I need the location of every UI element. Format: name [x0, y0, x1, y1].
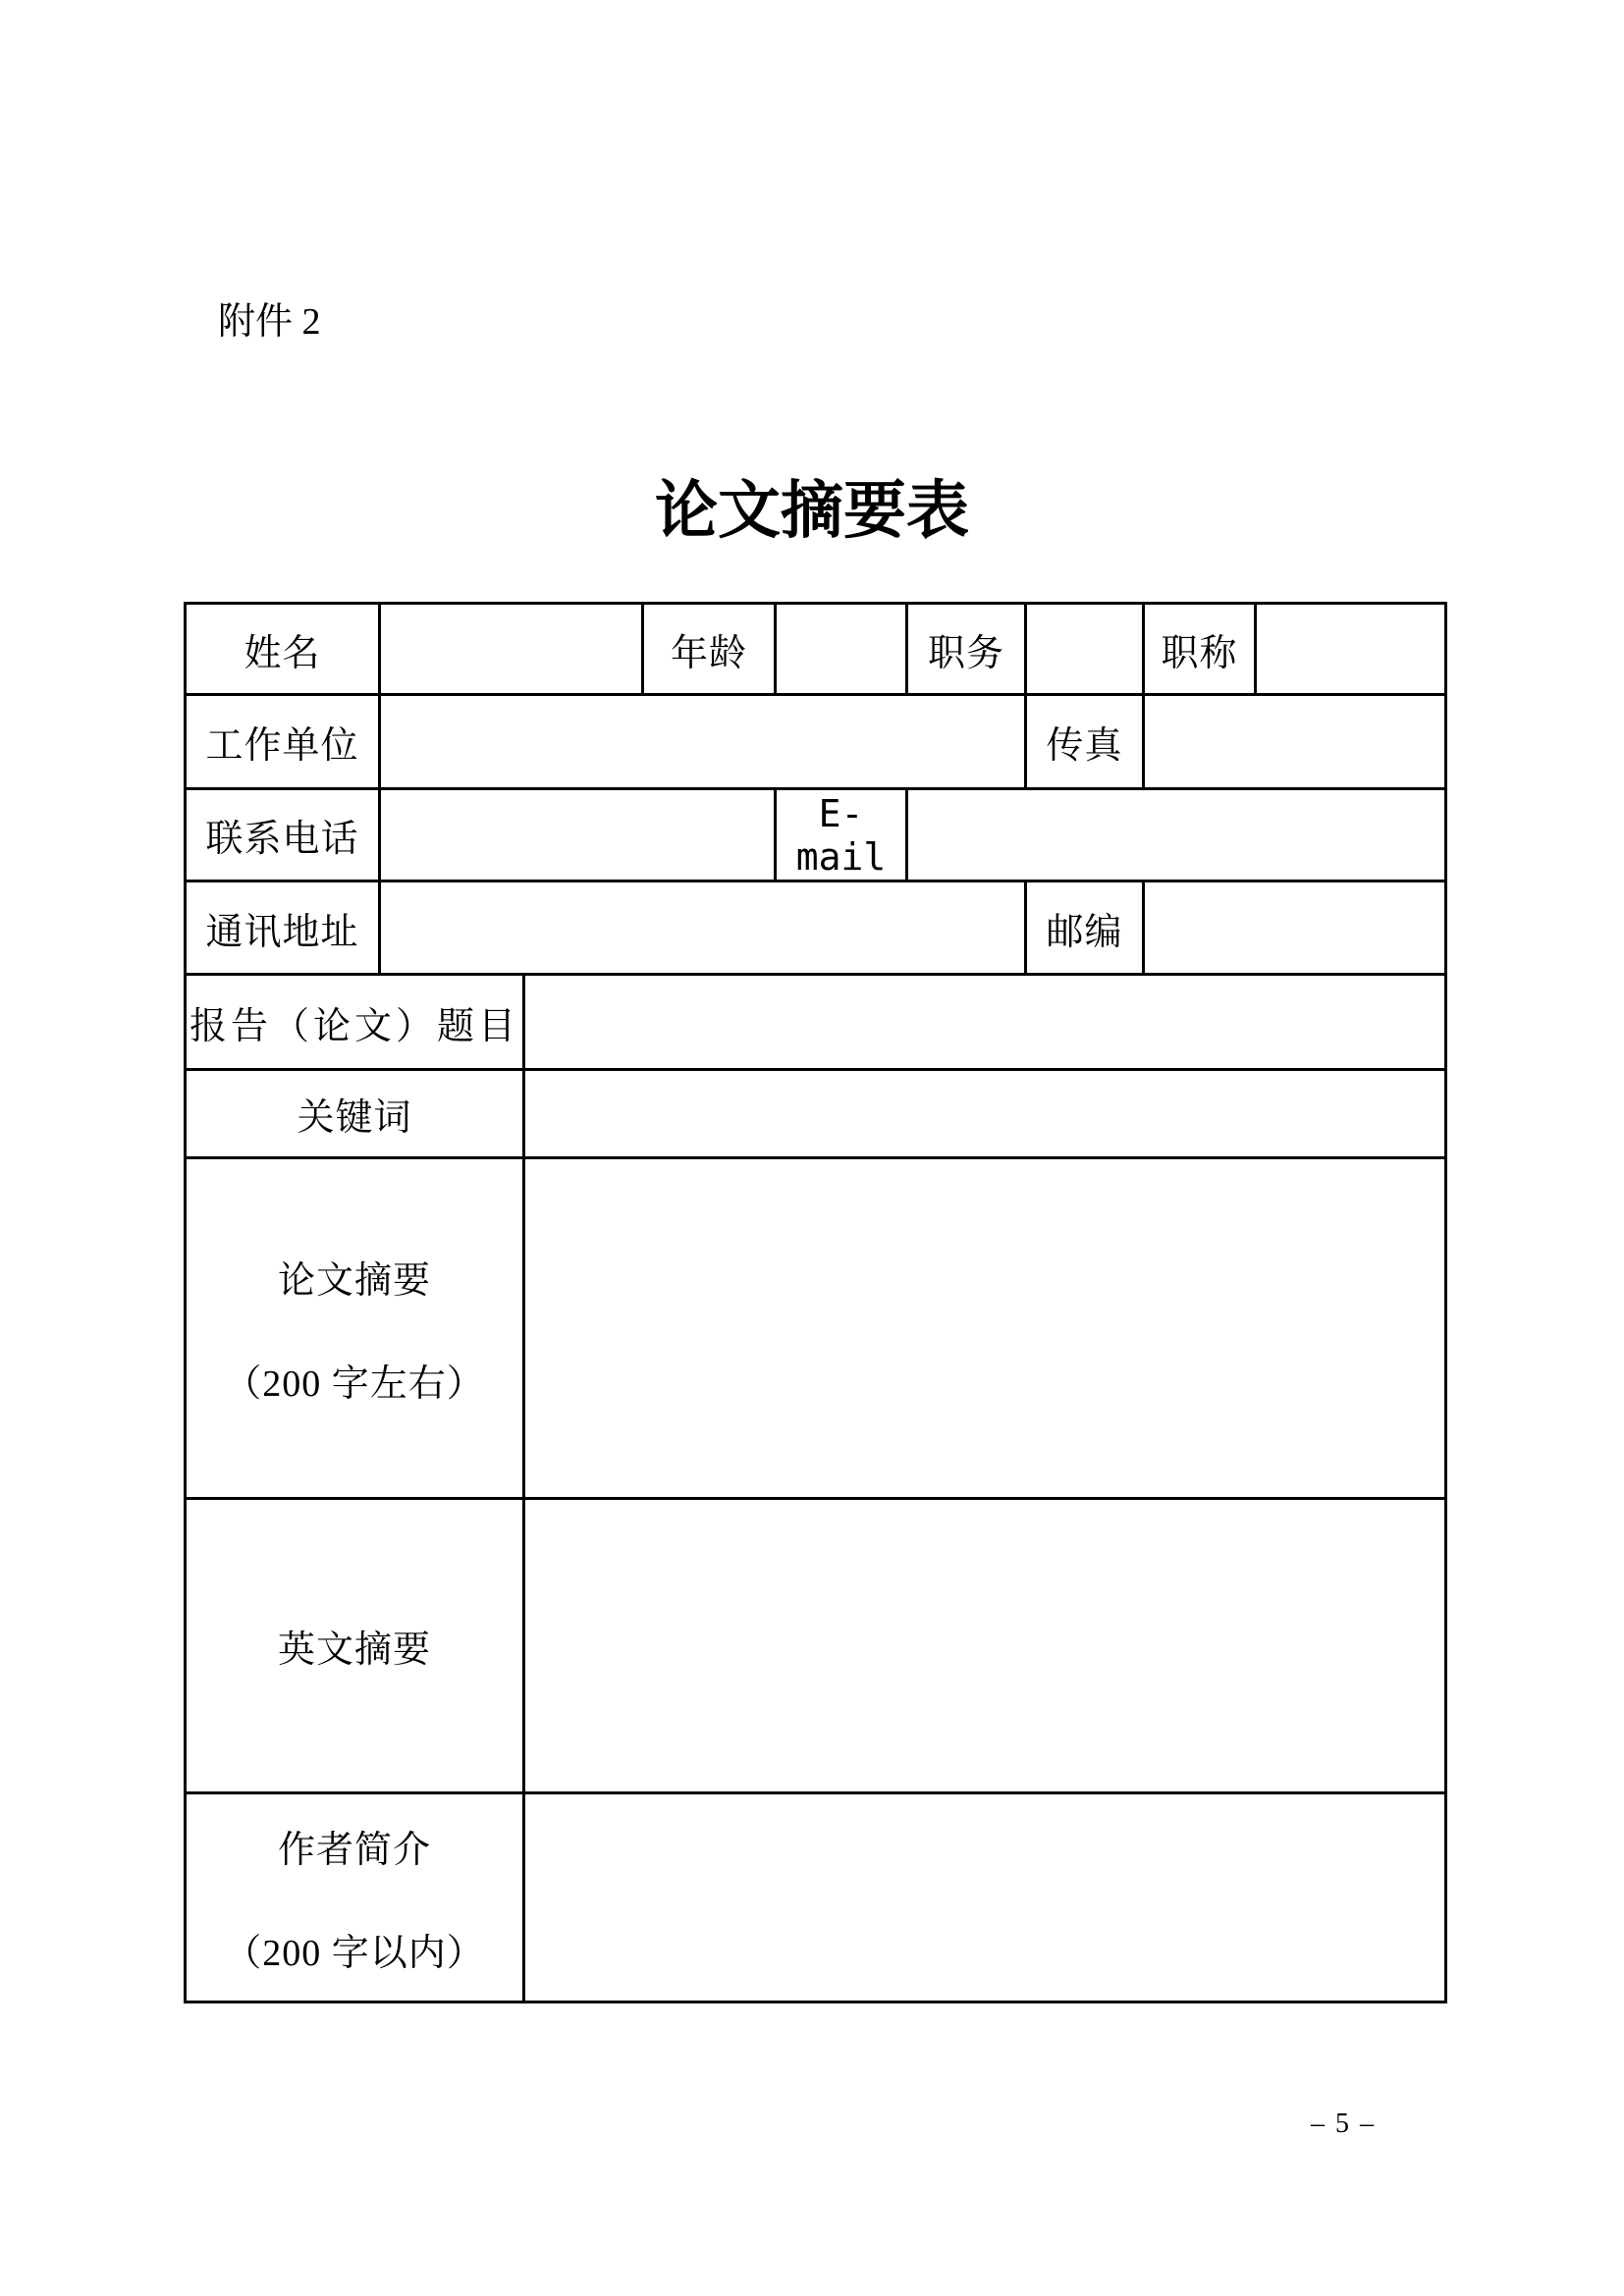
email-label: E-mail — [776, 789, 907, 881]
row-personal-info — [186, 604, 1446, 695]
author-bio-label: 作者简介 — [277, 1830, 431, 1871]
row-english-abstract — [186, 1499, 1446, 1793]
email-input-cell[interactable] — [907, 789, 1446, 881]
professional-title-label: 职称 — [1144, 604, 1256, 695]
row-keywords — [186, 1070, 1446, 1158]
keywords-label: 关键词 — [186, 1070, 524, 1158]
abstract-label: 论文摘要 — [277, 1260, 431, 1302]
page-title: 论文摘要表 — [655, 476, 969, 546]
attachment-label: 附件 2 — [218, 301, 321, 343]
abstract-label-cell — [186, 1158, 524, 1499]
address-label: 通讯地址 — [186, 881, 380, 975]
english-abstract-label: 英文摘要 — [186, 1499, 524, 1793]
age-input-cell[interactable] — [776, 604, 907, 695]
abstract-input-cell[interactable] — [524, 1158, 1446, 1499]
work-unit-label: 工作单位 — [186, 695, 380, 789]
row-address — [186, 881, 1446, 975]
name-input-cell[interactable] — [380, 604, 643, 695]
page-number: – 5 – — [1311, 2109, 1376, 2139]
professional-title-input-cell[interactable] — [1256, 604, 1446, 695]
keywords-input-cell[interactable] — [524, 1070, 1446, 1158]
position-input-cell[interactable] — [1026, 604, 1144, 695]
author-bio-note: （200 字以内） — [224, 1933, 485, 1974]
row-work-unit — [186, 695, 1446, 789]
paper-title-input-cell[interactable] — [524, 975, 1446, 1070]
fax-input-cell[interactable] — [1144, 695, 1446, 789]
work-unit-input-cell[interactable] — [380, 695, 1026, 789]
fax-label: 传真 — [1026, 695, 1144, 789]
author-bio-label-cell — [186, 1793, 524, 2002]
age-label: 年龄 — [643, 604, 776, 695]
english-abstract-input-cell[interactable] — [524, 1499, 1446, 1793]
name-label: 姓名 — [186, 604, 380, 695]
phone-label: 联系电话 — [186, 789, 380, 881]
row-paper-title — [186, 975, 1446, 1070]
address-input-cell[interactable] — [380, 881, 1026, 975]
author-bio-input-cell[interactable] — [524, 1793, 1446, 2002]
row-abstract — [186, 1158, 1446, 1499]
abstract-form-table — [184, 602, 1447, 2003]
paper-title-label: 报告（论文）题目 — [186, 975, 524, 1070]
position-label: 职务 — [907, 604, 1026, 695]
abstract-note: （200 字左右） — [224, 1363, 485, 1405]
phone-input-cell[interactable] — [380, 789, 776, 881]
row-author-bio — [186, 1793, 1446, 2002]
postcode-label: 邮编 — [1026, 881, 1144, 975]
postcode-input-cell[interactable] — [1144, 881, 1446, 975]
row-contact — [186, 789, 1446, 881]
